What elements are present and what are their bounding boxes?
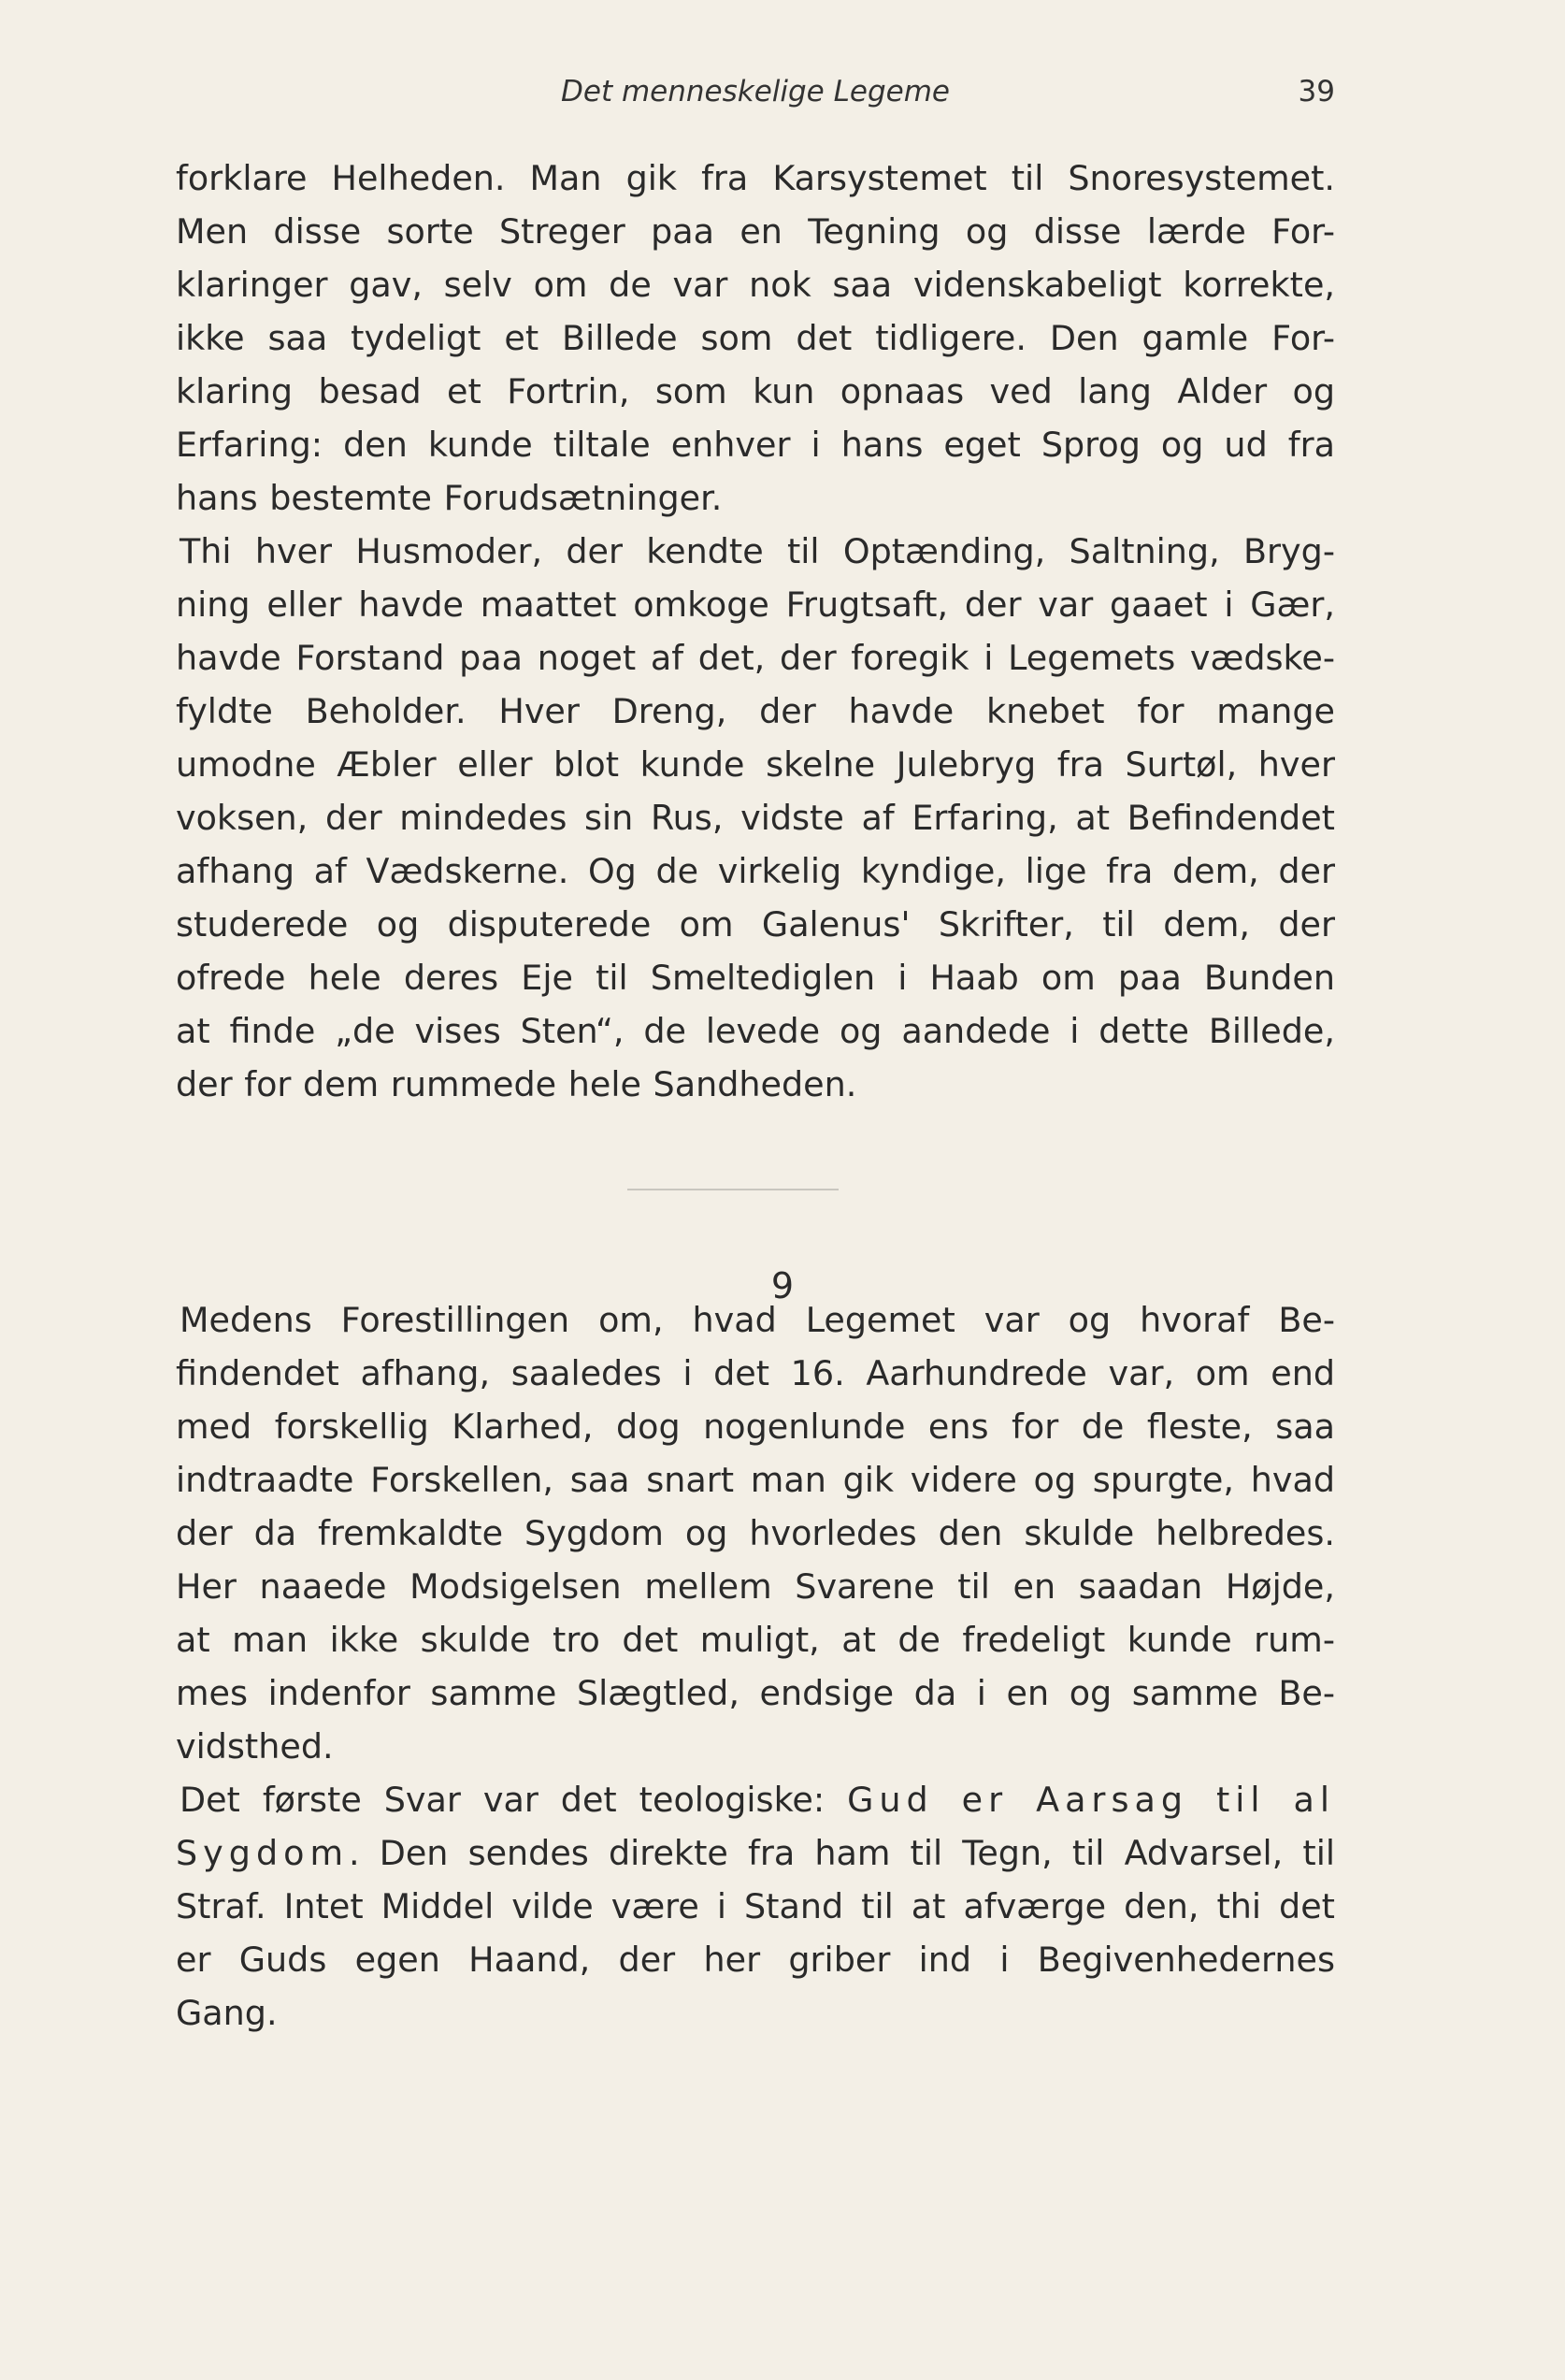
- body-text-bottom: [176, 1293, 1335, 2040]
- text-line: Gang.: [176, 1993, 278, 2033]
- section-divider: [627, 1189, 839, 1190]
- text-line: klaringer gav, selv om de var nok saa videnskabeligt korrekte,: [176, 265, 1335, 305]
- text-line: fyldte Beholder. Hver Dreng, der havde knebet for mange: [176, 691, 1335, 731]
- body-text-top: [176, 151, 1335, 1111]
- text-line: forklare Helheden. Man gik fra Karsystemet til Snoresystemet.: [176, 158, 1335, 198]
- text-line: Men disse sorte Streger paa en Tegning og disse lærde For-: [176, 211, 1335, 252]
- text-line: indtraadte Forskellen, saa snart man gik videre og spurgte, hvad: [176, 1460, 1335, 1500]
- emphasized-text: Gud er Aarsag til al: [847, 1780, 1336, 1820]
- text-line: der for dem rummede hele Sandheden.: [176, 1064, 857, 1104]
- running-title: Det menneskelige Legeme: [561, 75, 950, 108]
- text-line: hans bestemte Forudsætninger.: [176, 478, 723, 518]
- text-line: ofrede hele deres Eje til Smeltediglen i Haab om paa Bunden: [176, 958, 1335, 998]
- text-line: voksen, der mindedes sin Rus, vidste af Erfaring, at Befindendet: [176, 798, 1335, 838]
- text-line: at finde „de vises Sten“, de levede og aandede i dette Billede,: [176, 1011, 1335, 1051]
- text-line: Her naaede Modsigelsen mellem Svarene til en saadan Højde,: [176, 1566, 1335, 1607]
- text-line: umodne Æbler eller blot kunde skelne Julebryg fra Surtøl, hver: [176, 744, 1335, 785]
- text-line: findendet afhang, saaledes i det 16. Aarhundrede var, om end: [176, 1353, 1335, 1393]
- text-line: Straf. Intet Middel vilde være i Stand til at afværge den, thi det: [176, 1886, 1335, 1926]
- text-line: afhang af Vædskerne. Og de virkelig kyndige, lige fra dem, der: [176, 851, 1335, 891]
- text-line: vidsthed.: [176, 1726, 334, 1767]
- text-line: mes indenfor samme Slægtled, endsige da i en og samme Be-: [176, 1673, 1335, 1713]
- text-line: ning eller havde maattet omkoge Frugtsaft, der var gaaet i Gær,: [176, 584, 1335, 625]
- text-line: er Guds egen Haand, der her griber ind i Begivenhedernes: [176, 1940, 1335, 1980]
- text-segment: Det første Svar var det teologiske:: [179, 1780, 826, 1820]
- emphasized-text: Sygdom: [176, 1833, 349, 1873]
- text-line: ikke saa tydeligt et Billede som det tidligere. Den gamle For-: [176, 318, 1335, 358]
- page-header: [176, 73, 1335, 120]
- text-line: at man ikke skulde tro det muligt, at de fredeligt kunde rum-: [176, 1620, 1335, 1660]
- text-line: Erfaring: den kunde tiltale enhver i hans eget Sprog og ud fra: [176, 425, 1335, 465]
- text-line: der da fremkaldte Sygdom og hvorledes den skulde helbredes.: [176, 1513, 1335, 1553]
- page-number: 39: [1298, 75, 1335, 108]
- text-line: [176, 1773, 1335, 1826]
- text-line: Medens Forestillingen om, hvad Legemet var og hvoraf Be-: [179, 1300, 1335, 1340]
- text-line: havde Forstand paa noget af det, der foregik i Legemets vædske-: [176, 638, 1335, 678]
- text-line: Thi hver Husmoder, der kendte til Optænding, Saltning, Bryg-: [179, 531, 1335, 571]
- text-segment: . Den sendes direkte fra ham til Tegn, til Advarsel, til: [349, 1833, 1335, 1873]
- text-line: klaring besad et Fortrin, som kun opnaas ved lang Alder og: [176, 371, 1335, 411]
- section-number: 9: [770, 1265, 795, 1306]
- text-line: med forskellig Klarhed, dog nogenlunde ens for de fleste, saa: [176, 1406, 1335, 1447]
- text-line: studerede og disputerede om Galenus' Skrifter, til dem, der: [176, 904, 1335, 945]
- text-line: [176, 1826, 1335, 1880]
